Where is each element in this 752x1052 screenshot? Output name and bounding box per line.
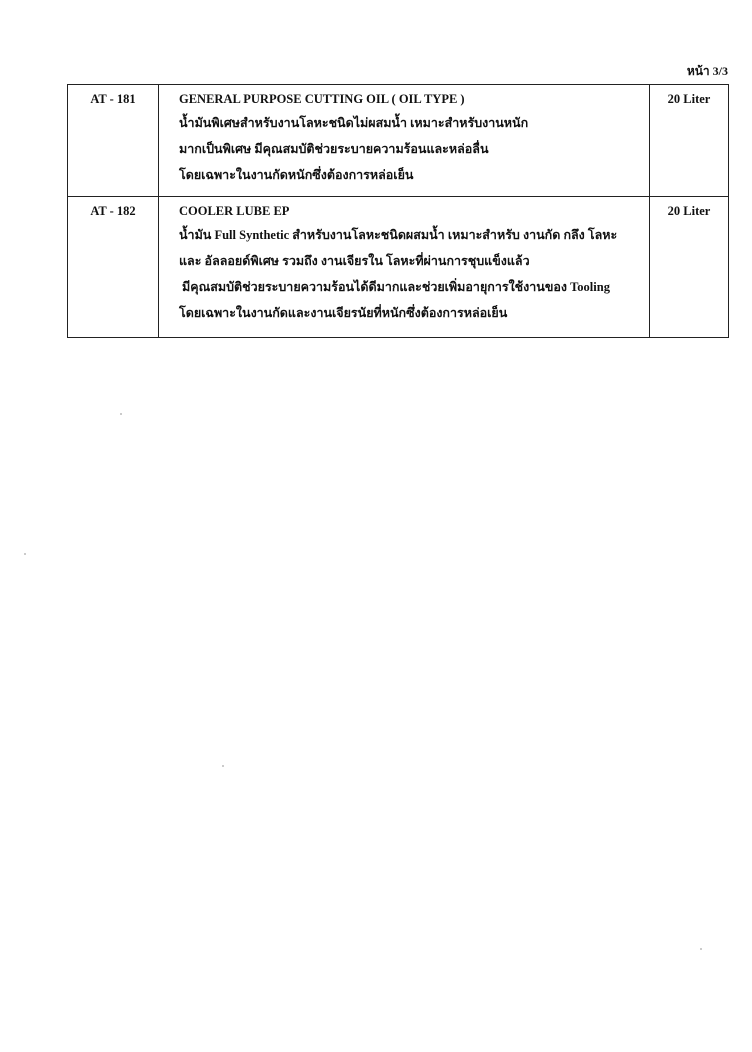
product-size: 20 Liter — [650, 197, 729, 338]
product-title: COOLER LUBE EP — [179, 204, 290, 218]
description-line: โดยเฉพาะในงานกัดและงานเจียรนัยที่หนักซึ่งต้องการหล่อเย็น — [179, 306, 508, 320]
scan-speck — [700, 948, 702, 950]
table-row — [68, 85, 729, 197]
product-description — [159, 85, 650, 197]
description-line: น้ำมันพิเศษสำหรับงานโลหะชนิดไม่ผสมน้ำ เหมาะสำหรับงานหนัก — [179, 116, 529, 130]
page-number: หน้า 3/3 — [686, 64, 728, 78]
description-line: โดยเฉพาะในงานกัดหนักซึ่งต้องการหล่อเย็น — [179, 168, 414, 182]
table-row — [68, 197, 729, 338]
product-table — [67, 84, 729, 338]
product-code: AT - 182 — [68, 197, 159, 338]
product-description — [159, 197, 650, 338]
product-size: 20 Liter — [650, 85, 729, 197]
scan-speck — [24, 553, 26, 555]
description-line: มีคุณสมบัติช่วยระบายความร้อนได้ดีมากและช่วยเพิ่มอายุการใช้งานของ Tooling — [182, 280, 610, 294]
description-line: น้ำมัน Full Synthetic สำหรับงานโลหะชนิดผสมน้ำ เหมาะสำหรับ งานกัด กลึง โลหะ — [179, 228, 618, 242]
description-line: และ อัลลอยด์พิเศษ รวมถึง งานเจียรใน โลหะที่ผ่านการชุบแข็งแล้ว — [179, 254, 530, 268]
description-line: มากเป็นพิเศษ มีคุณสมบัติช่วยระบายความร้อนและหล่อลื่น — [179, 142, 489, 156]
scan-speck — [120, 413, 122, 415]
product-title: GENERAL PURPOSE CUTTING OIL ( OIL TYPE ) — [179, 92, 465, 106]
product-code: AT - 181 — [68, 85, 159, 197]
scan-speck — [222, 765, 224, 767]
